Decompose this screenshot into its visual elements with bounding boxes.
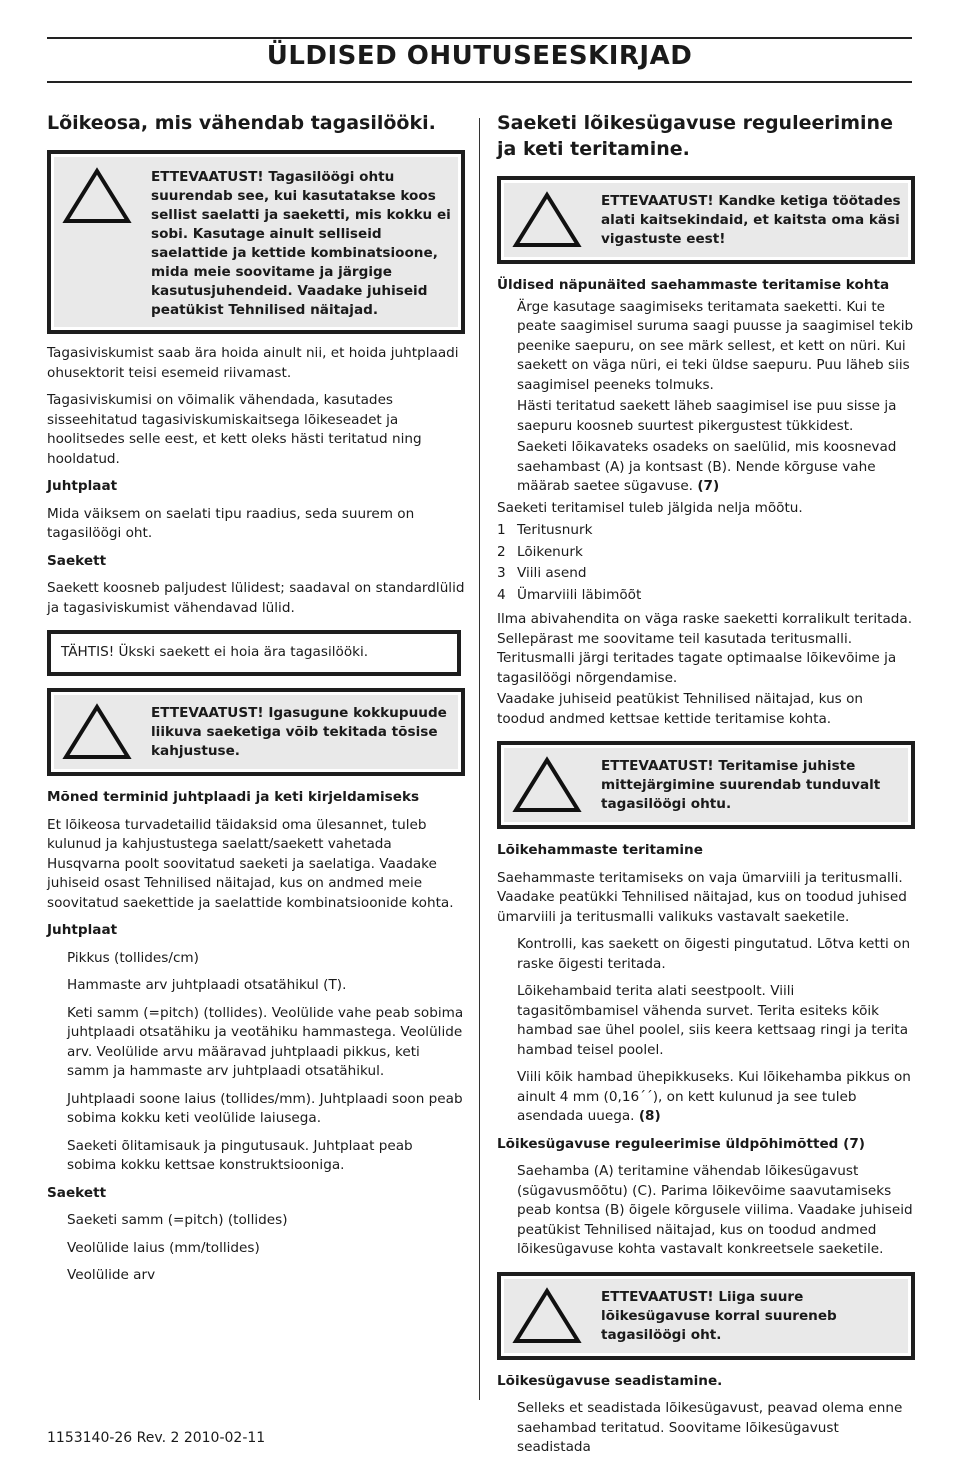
- list-number: 4: [497, 586, 506, 603]
- warning-text: ETTEVAATUST! Kandke ketiga töötades alati kaitsekindaid, et kaitsta oma käsi vigastuste eest!: [601, 193, 901, 247]
- paragraph: Ilma abivahendita on väga raske saeketti korralikult teritada. Sellepärast me soovitame teil kasutada teritusmalli. Teritusmalli järgi teritades tagate optimaalse lõikevõime ja tagasilöögi nõrgendamise.: [497, 611, 913, 686]
- top-rule: [47, 37, 912, 39]
- warning-box: [497, 176, 915, 264]
- section-heading-kickback: Lõikeosa, mis vähendab tagasilööki.: [47, 112, 436, 134]
- left-column: [47, 110, 465, 1294]
- paragraph: Vaadake juhiseid peatükist Tehnilised näitajad, kus on toodud andmed kettsae kettide teritamise kohta.: [497, 691, 864, 727]
- title-rule: [47, 81, 912, 83]
- warning-box: [497, 741, 915, 829]
- warning-triangle-icon: [61, 166, 133, 226]
- list-item: Veolülide arv: [67, 1267, 156, 1283]
- list-item: Hammaste arv juhtplaadi otsatähikul (T).: [67, 977, 347, 993]
- footer-doc-id: 1153140-26 Rev. 2 2010-02-11: [47, 1430, 266, 1446]
- list-item: Kontrolli, kas saekett on õigesti pingutatud. Lõtva ketti on raske õigesti teritada.: [517, 936, 911, 972]
- warning-box: [47, 150, 465, 334]
- list-item: Saeketi lõikavateks osadeks on saelülid, mis koosnevad saehambast (A) ja kontsast (B). Nende kõrguse vahe määrab saetee sügavuse. (7): [517, 439, 897, 494]
- warning-text: ETTEVAATUST! Liiga suure lõikesügavuse korral suureneb tagasilöögi oht.: [601, 1288, 837, 1343]
- list-item: Selleks et seadistada lõikesügavust, peavad olema enne saehambad teritatud. Soovitame lõikesügavust seadistada: [517, 1400, 903, 1455]
- subheading: Saekett: [47, 552, 107, 569]
- warning-triangle-icon: [61, 702, 133, 762]
- important-note: TÄHTIS! Ükski saekett ei hoia ära tagasilööki.: [47, 630, 461, 676]
- list-item: Saehamba (A) teritamine vähendab lõikesügavust (sügavusmõõtu) (C). Parima lõikevõime saavutamiseks peab kontsa (B) õigele kõrgusele viilima. Vaadake juhiseid peatükist Tehnilised näitajad, kus on toodud andmed lõikesügavuse kohta vastavalt konkreetsele saeketile.: [517, 1163, 913, 1257]
- list-item: Pikkus (tollides/cm): [67, 949, 199, 966]
- paragraph: Saekett koosneb paljudest lülidest; saadaval on standardlülid ja tagasiviskumist vähendavad lülid.: [47, 580, 465, 616]
- list-item: Hästi teritatud saekett läheb saagimisel ise puu sisse ja saepuru koosneb suurtest pikergustest tükkidest.: [517, 398, 897, 434]
- paragraph: Tagasiviskumist saab ära hoida ainult nii, et hoida juhtplaadi ohusektorit teisi esemeid riivamast.: [47, 345, 459, 381]
- list-number: 1: [497, 522, 506, 538]
- subheading: Juhtplaat: [47, 922, 118, 938]
- paragraph: Mida väiksem on saelati tipu raadius, seda suurem on tagasilöögi oht.: [47, 505, 415, 541]
- subheading: Üldised näpunäited saehammaste teritamise kohta: [497, 277, 890, 293]
- list-item: Saeketi samm (=pitch) (tollides): [67, 1212, 288, 1228]
- paragraph: Saeketi teritamisel tuleb jälgida nelja mõõtu.: [497, 499, 803, 516]
- measure-list-item: [497, 542, 915, 564]
- subheading: Lõikesügavuse reguleerimise üldpõhimõtted (7): [497, 1135, 866, 1152]
- list-item: Saeketi õlitamisauk ja pingutusauk. Juhtplaat peab sobima kokku kettsae konstruktsiooniga.: [67, 1137, 413, 1173]
- warning-box: [47, 688, 465, 776]
- list-text: Teritusnurk: [517, 522, 593, 538]
- warning-triangle-icon: [511, 1286, 583, 1346]
- subheading: Juhtplaat: [47, 478, 118, 494]
- subheading: Mõned terminid juhtplaadi ja keti kirjeldamiseks: [47, 789, 420, 805]
- page-title: ÜLDISED OHUTUSEESKIRJAD: [266, 41, 693, 71]
- measure-list-item: [497, 585, 915, 607]
- paragraph: Saehammaste teritamiseks on vaja ümarviili ja teritusmalli. Vaadake peatükki Tehnilised näitajad, kus on toodud juhised ümarviili ja teritusmalli valikuks vastavalt saeketile.: [497, 869, 907, 925]
- list-item: Juhtplaadi soone laius (tollides/mm). Juhtplaadi soon peab sobima kokku keti veolülide laiusega.: [67, 1090, 463, 1126]
- list-item: Lõikehambaid terita alati seestpoolt. Viili tagasitõmbamisel vähenda survet. Terita esiteks kõik hambad sae ühel poolel, siis keera kettsaag ringi ja terita hambad teisel poolel.: [517, 983, 909, 1058]
- subheading: Saekett: [47, 1184, 107, 1201]
- section-heading-sharpening: Saeketi lõikesügavuse reguleerimine ja keti teritamine.: [497, 112, 893, 160]
- list-text: Lõikenurk: [517, 543, 583, 560]
- column-divider: [479, 118, 480, 1400]
- measure-list: [497, 520, 915, 606]
- right-column: [497, 110, 915, 1466]
- warning-text: ETTEVAATUST! Igasugune kokkupuude liikuva saeketiga võib tekitada tõsise kahjustuse.: [151, 705, 447, 759]
- subheading: Lõikesügavuse seadistamine.: [497, 1372, 723, 1389]
- list-item: Ärge kasutage saagimiseks teritamata saeketti. Kui te peate saagimisel suruma saagi puusse ja saagimisel tekib peenike saepuru, on see märk sellest, et kett on nüri. Kui saekett on väga nüri, ei teki üldse saepuru. Puu läheb siis saagimisel peeneks tolmuks.: [517, 298, 914, 393]
- list-text: Viili asend: [517, 565, 587, 581]
- warning-text: ETTEVAATUST! Tagasilöögi ohtu suurendab see, kui kasutatakse koos sellist saelatti ja saeketti, mis kokku ei sobi. Kasutage ainult selliseid saelattide ja kettide kombinatsioone, mida meie soovitame ja järgige kasutusjuhendeid. Vaadake juhiseid peatükist Tehnilised näitajad.: [151, 169, 451, 318]
- warning-box: [497, 1272, 915, 1360]
- warning-triangle-icon: [511, 190, 583, 250]
- list-item: Veolülide laius (mm/tollides): [67, 1239, 260, 1256]
- subheading: Lõikehammaste teritamine: [497, 842, 703, 858]
- list-item: Viili kõik hambad ühepikkuseks. Kui lõikehamba pikkus on ainult 4 mm (0,16´´), on kett kulunud ja see tuleb asendada uuega. (8): [517, 1069, 911, 1124]
- list-number: 3: [497, 565, 506, 581]
- warning-text: ETTEVAATUST! Teritamise juhiste mittejärgimine suurendab tunduvalt tagasilöögi ohtu.: [601, 758, 881, 812]
- paragraph: Et lõikeosa turvadetailid täidaksid oma ülesannet, tuleb kulunud ja kahjustustega saelatt/saekett vahetada Husqvarna poolt soovitatud saeketi ja saelatiga. Vaadake juhiseid osast Tehnilised näitajad, kus on andmed meie soovitatud saekettide ja saelattide kombinatsioonide kohta.: [47, 816, 454, 911]
- measure-list-item: [497, 520, 915, 542]
- measure-list-item: [497, 563, 915, 585]
- list-item: Keti samm (=pitch) (tollides). Veolülide vahe peab sobima juhtplaadi otsatähiku ja veotähiku hammastega. Veolülide arv. Veolülide arvu määravad juhtplaadi pikkus, keti samm ja hammaste arv juhtplaadi otsatähikul.: [67, 1004, 464, 1079]
- warning-triangle-icon: [511, 755, 583, 815]
- list-number: 2: [497, 543, 506, 560]
- paragraph: Tagasiviskumisi on võimalik vähendada, kasutades sisseehitatud tagasiviskumiskaitsega lõikeseadet ja hoolitsedes selle eest, et kett oleks hästi teritatud ning hooldatud.: [47, 392, 422, 467]
- list-text: Ümarviili läbimõõt: [517, 586, 642, 603]
